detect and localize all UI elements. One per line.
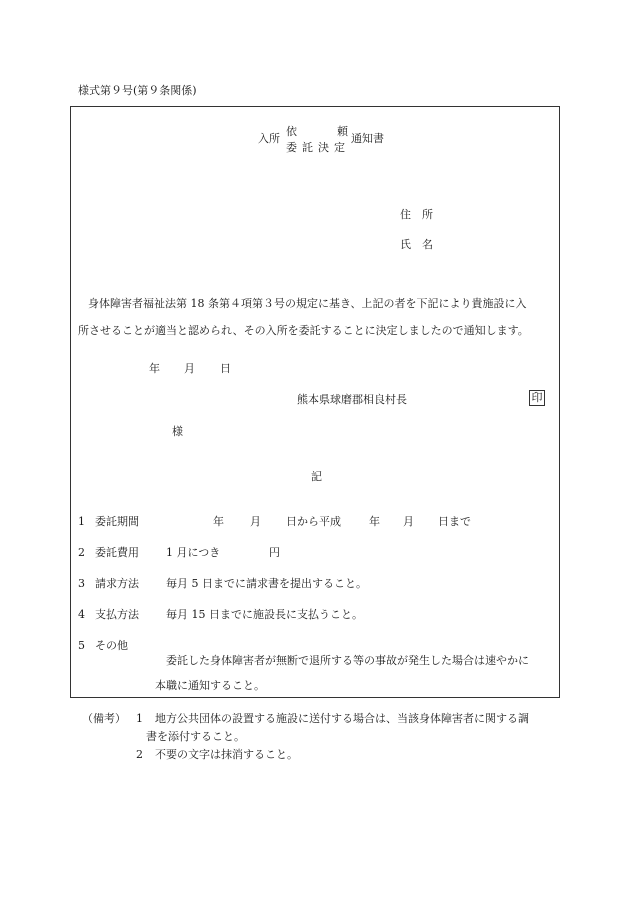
date-month: 月 xyxy=(184,362,195,375)
remark-2-line1: 不要の文字は抹消すること。 xyxy=(155,748,298,761)
item-5-label: その他 xyxy=(95,639,128,652)
title-lower: 委託決定 xyxy=(286,141,350,154)
address-label: 住 所 xyxy=(400,208,433,221)
title-prefix: 入所 xyxy=(258,132,280,145)
item-5-number: 5 xyxy=(78,639,85,652)
remark-1-number: 1 xyxy=(136,712,143,725)
item-1-year: 年 xyxy=(213,515,224,528)
body-text-line2: 所させることが適当と認められ、その入所を委託することに決定しましたので通知します。 xyxy=(78,324,529,337)
item-5-line1: 委託した身体障害者が無断で退所する等の事故が発生した場合は速やかに xyxy=(166,654,529,667)
item-1-month: 月 xyxy=(250,515,261,528)
item-1-number: 1 xyxy=(78,515,85,528)
item-2-number: 2 xyxy=(78,546,85,559)
item-1-from: 日から平成 xyxy=(286,515,341,528)
item-4-number: 4 xyxy=(78,608,85,621)
date-year: 年 xyxy=(149,362,160,375)
item-3-number: 3 xyxy=(78,577,85,590)
item-3-text: 毎月 5 日までに請求書を提出すること。 xyxy=(166,577,367,590)
item-2-label: 委託費用 xyxy=(95,546,139,559)
issuer-name: 熊本県球磨郡相良村長 xyxy=(297,393,407,406)
item-3-label: 請求方法 xyxy=(95,577,139,590)
item-1-until: 日まで xyxy=(438,515,471,528)
name-label: 氏 名 xyxy=(400,238,433,251)
title-upper-left: 依 xyxy=(286,125,297,138)
remarks-label: （備考） xyxy=(82,712,126,725)
item-2-unit: 円 xyxy=(269,546,280,559)
remark-1-line2: 書を添付すること。 xyxy=(146,730,245,743)
form-number-label: 様式第９号(第９条関係) xyxy=(78,84,197,97)
seal-stamp: 印 xyxy=(529,390,545,406)
item-1-month-end: 月 xyxy=(403,515,414,528)
date-day: 日 xyxy=(220,362,231,375)
title-suffix: 通知書 xyxy=(351,132,384,145)
title-upper-right: 頼 xyxy=(337,125,348,138)
body-text-line1: 身体障害者福祉法第 18 条第４項第３号の規定に基き、上記の者を下記により貴施設に入 xyxy=(88,297,527,310)
remark-2-number: 2 xyxy=(136,748,143,761)
ki-heading: 記 xyxy=(311,470,322,483)
item-4-label: 支払方法 xyxy=(95,608,139,621)
item-4-text: 毎月 15 日までに施設長に支払うこと。 xyxy=(166,608,363,621)
item-1-label: 委託期間 xyxy=(95,515,139,528)
item-1-year-end: 年 xyxy=(369,515,380,528)
remark-1-line1: 地方公共団体の設置する施設に送付する場合は、当該身体障害者に関する調 xyxy=(155,712,529,725)
item-5-line2: 本職に通知すること。 xyxy=(155,679,265,692)
item-2-text: 1 月につき xyxy=(166,546,221,559)
recipient-honorific: 様 xyxy=(172,425,183,438)
